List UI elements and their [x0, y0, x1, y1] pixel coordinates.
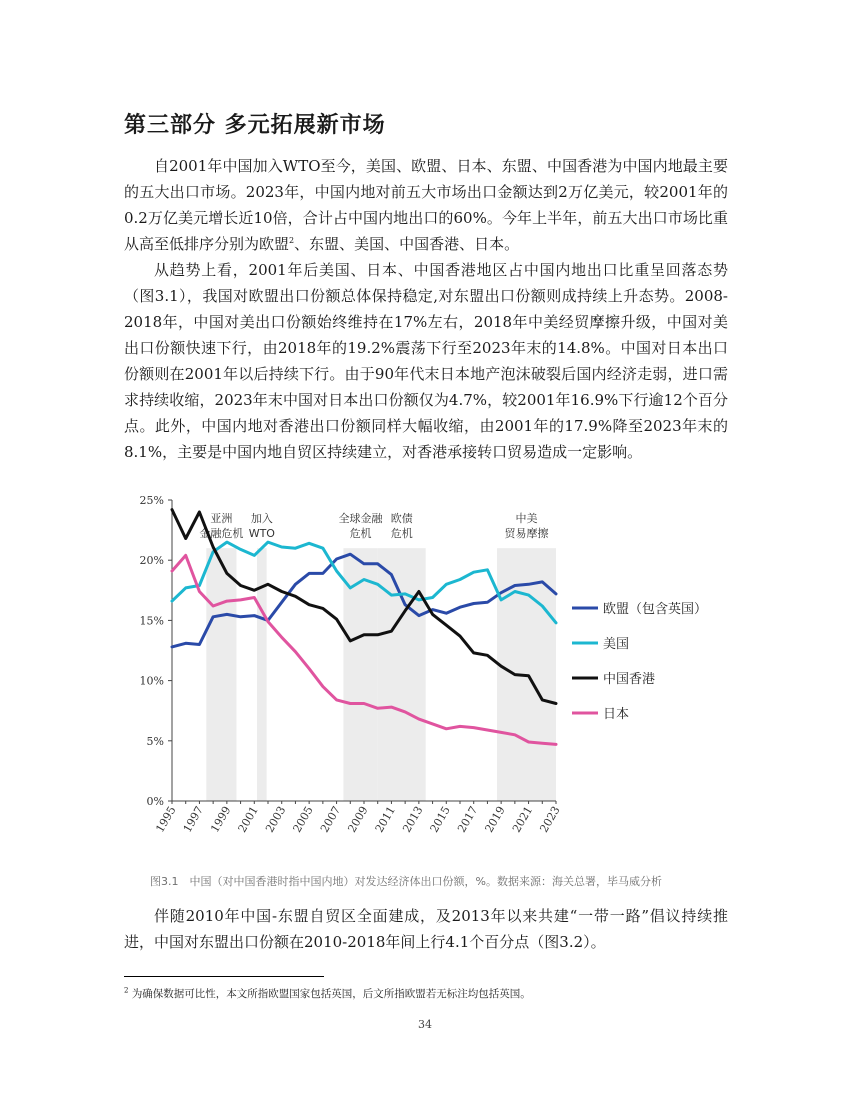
- legend-label-3: 中国香港: [603, 672, 656, 687]
- period-label-1-line-2: 金融危机: [199, 527, 244, 540]
- paragraph1-text: 自2001年中国加入WTO至今，美国、欧盟、日本、东盟、中国香港为中国内地最主要的五大出口市场。2023年，中国内地对前五大市场出口金额达到2万亿美元，较2001年的0.2万亿美元增长近10倍，合计占中国内地出口的60%。今年上半年，前五大出口市场比重从高至低排序分别为欧盟: [124, 157, 728, 253]
- y-tick-label: 15%: [139, 614, 164, 628]
- period-label-3-line-2: 危机: [349, 527, 372, 540]
- x-tick-label: 2015: [427, 804, 453, 835]
- shaded-period-1: [206, 548, 236, 801]
- period-label-4-line-1: 欧债: [390, 512, 413, 525]
- paragraph-trend: 从趋势上看，2001年后美国、日本、中国香港地区占中国内地出口比重呈回落态势（图3.1），我国对欧盟出口份额总体保持稳定,对东盟出口份额则成持续上升态势。2008-2018年，中国对美出口份额始终维持在17%左右，2018年中美经贸摩擦升级，中国对美出口份额快速下行，由2018年的19.2%震荡下行至2023年末的14.8%。中国对日本出口份额则在2001年以后持续下行。由于90年代末日本地产泡沫破裂后国内经济走弱，进口需求持续收缩，2023年末中国对日本出口份额仅为4.7%，较2001年16.9%下行逾12个百分点。此外，中国内地对香港出口份额同样大幅收缩，由2001年的17.9%降至2023年末的8.1%，主要是中国内地自贸区持续建立，对香港承接转口贸易造成一定影响。: [124, 261, 728, 461]
- page-number: 34: [418, 1018, 432, 1031]
- y-tick-label: 25%: [139, 494, 164, 507]
- footnote-divider: [124, 976, 324, 977]
- legend-label-2: 美国: [603, 637, 630, 652]
- x-tick-label: 2001: [235, 804, 261, 835]
- footnote-mark: 2: [124, 986, 129, 995]
- period-label-5-line-1: 中美: [515, 512, 538, 525]
- y-tick-label: 5%: [146, 734, 164, 748]
- x-tick-label: 1997: [180, 804, 207, 835]
- footnote-text: 为确保数据可比性，本文所指欧盟国家包括英国，后文所指欧盟若无标注均包括英国。: [131, 988, 531, 1000]
- footnote: [124, 986, 734, 1001]
- paragraph-five-markets: [124, 153, 728, 257]
- x-tick-label: 2009: [345, 804, 371, 835]
- x-tick-label: 2021: [509, 804, 536, 835]
- x-tick-label: 1995: [153, 804, 179, 835]
- chart-svg: [124, 490, 744, 870]
- y-tick-label: 10%: [139, 674, 164, 688]
- footnote-ref[interactable]: 2: [289, 236, 295, 245]
- y-tick-label: 0%: [146, 795, 164, 808]
- legend-label-4: 日本: [603, 707, 630, 722]
- x-tick-label: 2011: [372, 804, 399, 835]
- x-tick-label: 2019: [482, 804, 508, 835]
- x-tick-label: 2005: [290, 804, 316, 835]
- x-tick-label: 2003: [263, 804, 289, 835]
- legend-label-1: 欧盟（包含英国）: [603, 602, 708, 617]
- period-label-2-line-2: WTO: [248, 527, 275, 540]
- period-label-2-line-1: 加入: [250, 512, 273, 525]
- paragraph1-tail: 、东盟、美国、中国香港、日本。: [294, 235, 520, 253]
- paragraph-asean: 伴随2010年中国-东盟自贸区全面建成，及2013年以来共建“一带一路”倡议持续推进，中国对东盟出口份额在2010-2018年间上行4.1个百分点（图3.2）。: [124, 907, 728, 951]
- figure-caption: 图3.1 中国（对中国香港时指中国内地）对发达经济体出口份额，%。数据来源：海关总署，毕马威分析: [150, 875, 662, 888]
- period-label-3-line-1: 全球金融: [338, 512, 383, 525]
- period-label-1-line-1: 亚洲: [210, 512, 233, 525]
- x-tick-label: 2013: [400, 804, 426, 835]
- export-share-chart: [124, 490, 744, 870]
- period-label-4-line-2: 危机: [390, 527, 413, 540]
- x-tick-label: 2023: [537, 804, 563, 835]
- period-label-5-line-2: 贸易摩擦: [504, 527, 549, 540]
- y-tick-label: 20%: [139, 554, 164, 568]
- shaded-period-4: [378, 548, 426, 801]
- x-tick-label: 1999: [208, 804, 234, 835]
- x-tick-label: 2017: [455, 804, 481, 835]
- section-title: 第三部分 多元拓展新市场: [124, 113, 386, 138]
- x-tick-label: 2007: [317, 804, 344, 835]
